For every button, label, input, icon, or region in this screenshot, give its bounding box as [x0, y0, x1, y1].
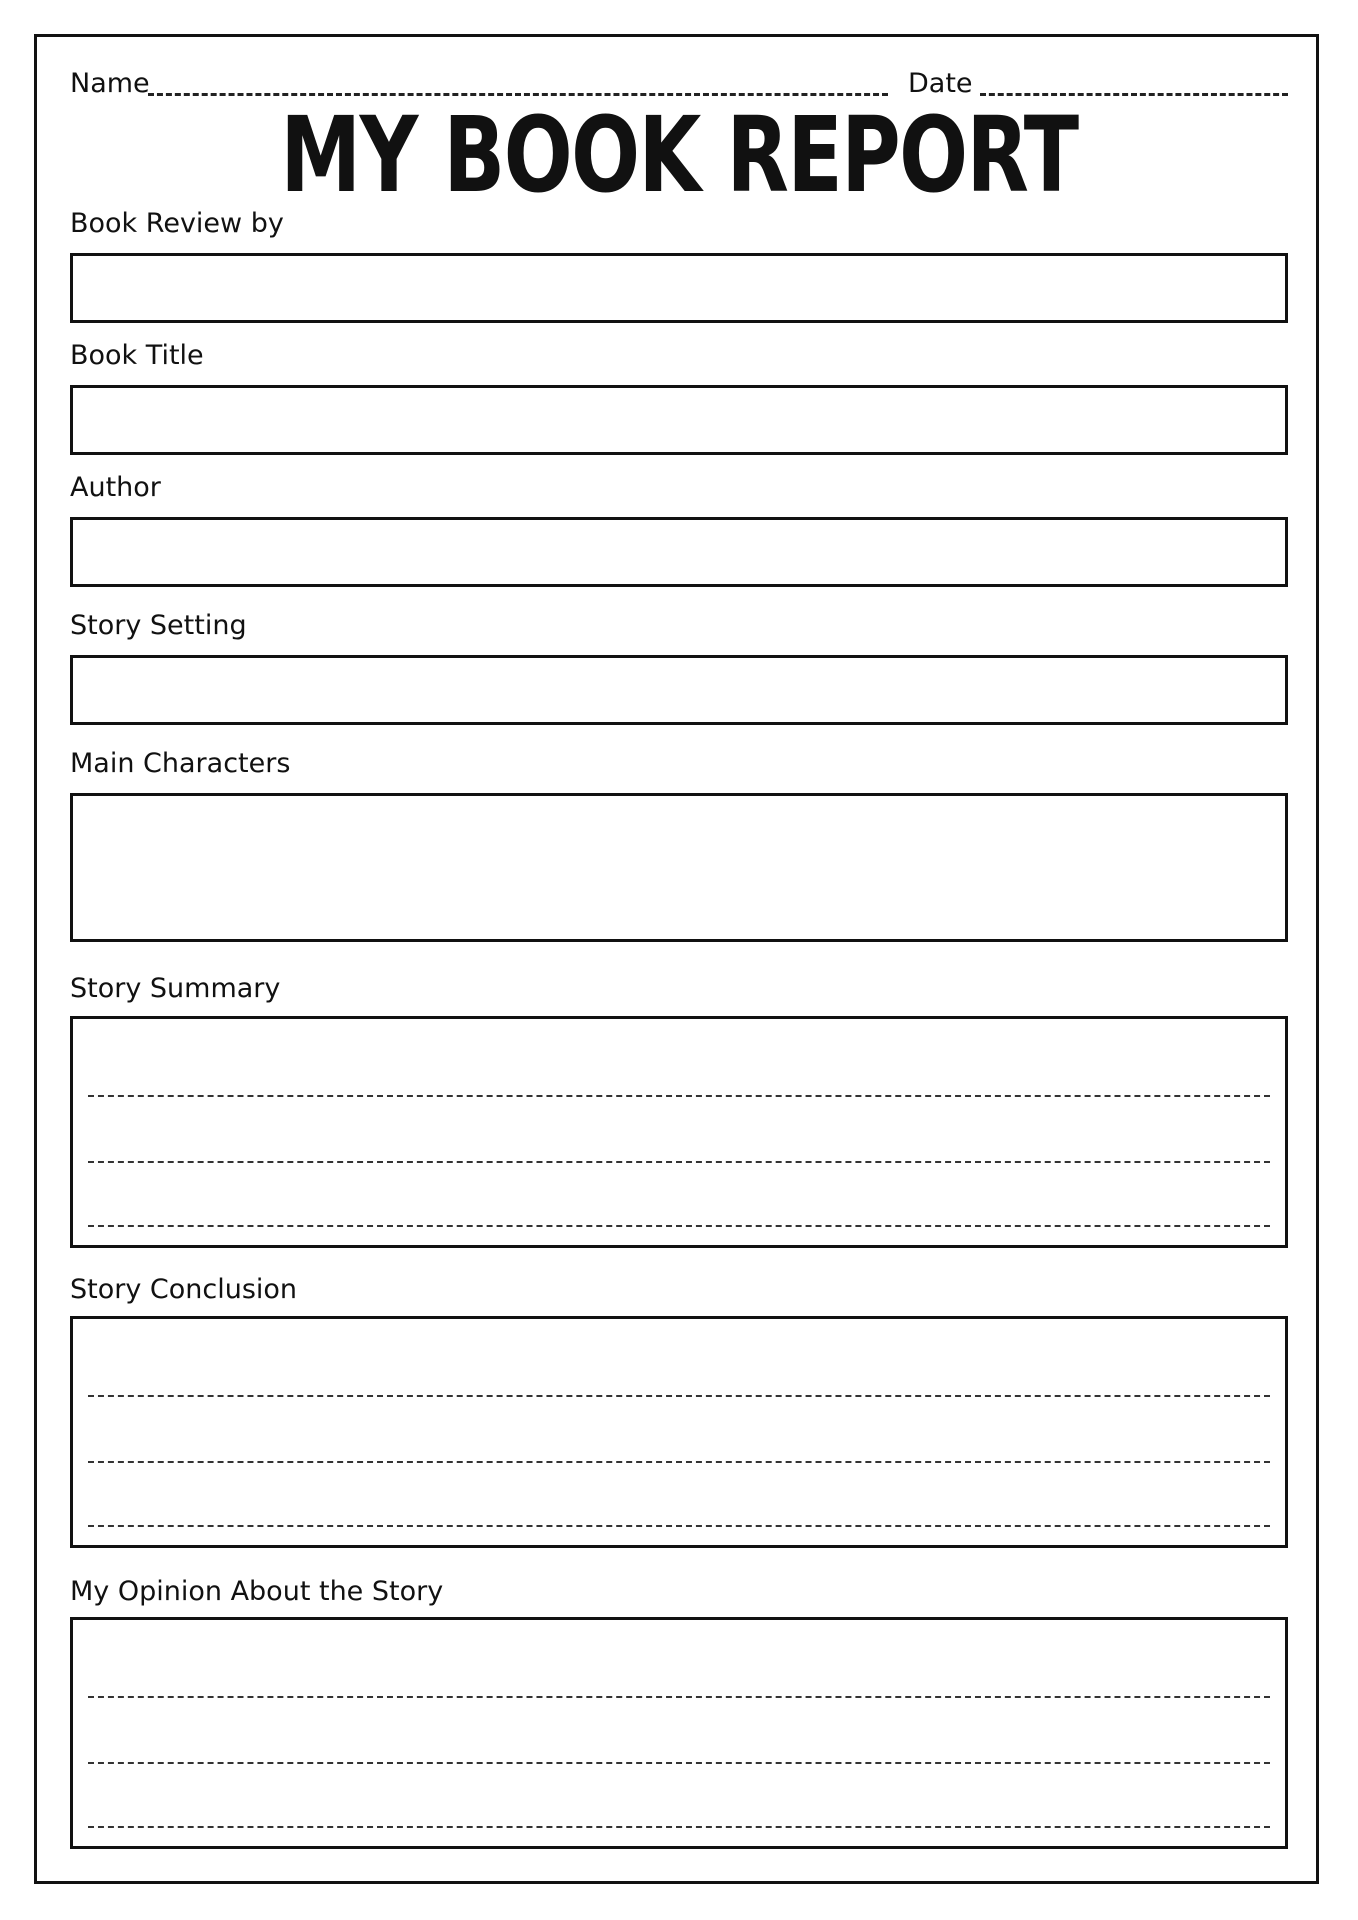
author-label: Author — [70, 472, 161, 503]
main-characters-box[interactable] — [70, 793, 1288, 942]
name-label: Name — [70, 68, 150, 99]
my-opinion-box[interactable] — [70, 1617, 1288, 1849]
my-opinion-label: My Opinion About the Story — [70, 1576, 444, 1607]
writing-line — [88, 1225, 1270, 1227]
story-conclusion-box[interactable] — [70, 1316, 1288, 1548]
writing-line — [88, 1762, 1270, 1764]
writing-line — [88, 1525, 1270, 1527]
book-title-box[interactable] — [70, 385, 1288, 455]
writing-line — [88, 1395, 1270, 1397]
writing-line — [88, 1161, 1270, 1163]
book-title-label: Book Title — [70, 340, 204, 371]
author-box[interactable] — [70, 517, 1288, 587]
story-setting-label: Story Setting — [70, 610, 247, 641]
writing-line — [88, 1461, 1270, 1463]
book-review-by-box[interactable] — [70, 253, 1288, 323]
page-title: MY BOOK REPORT — [280, 94, 1078, 216]
writing-line — [88, 1826, 1270, 1828]
story-setting-box[interactable] — [70, 655, 1288, 725]
book-review-by-label: Book Review by — [70, 208, 284, 239]
date-label: Date — [908, 68, 973, 99]
story-summary-label: Story Summary — [70, 973, 281, 1004]
story-summary-box[interactable] — [70, 1016, 1288, 1248]
writing-line — [88, 1696, 1270, 1698]
writing-line — [88, 1095, 1270, 1097]
story-conclusion-label: Story Conclusion — [70, 1274, 298, 1305]
main-characters-label: Main Characters — [70, 748, 291, 779]
